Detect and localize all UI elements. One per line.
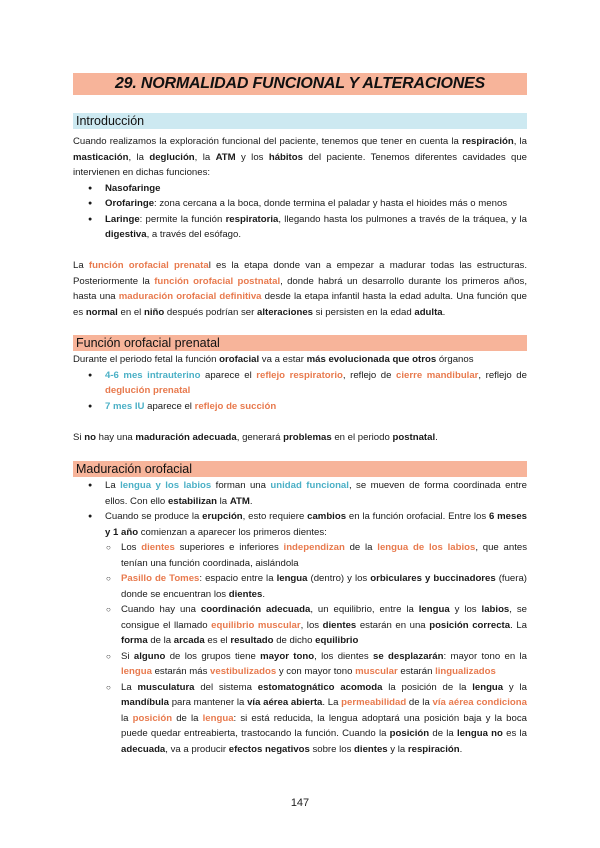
list-item: ● La lengua y los labios forman una unidad funcional, se mueven de forma coordinada entre ellos. Con ello estabilizan la ATM. <box>73 478 527 509</box>
intro-paragraph-2: La función orofacial prenatal es la etapa donde van a empezar a madurar todas las estructuras. Posteriormente la función orofacial postnatal, donde habrá un desarrollo durante los primeros años, hasta una maduración orofacial definitiva desde la etapa infantil hasta la edad adulta. Una función que es normal en el niño después podrían ser alteraciones si persisten en la edad adulta. <box>73 260 528 318</box>
cavidades-list <box>73 181 527 243</box>
chapter-title-bar <box>73 73 527 95</box>
prenatal-paragraph: Durante el periodo fetal la función orofacial va a estar más evolucionada que otros órganos <box>73 354 474 365</box>
list-item: ● Laringe: permite la función respiratoria, llegando hasta los pulmones a través de la tráquea, y la digestiva, a través del esófago. <box>73 212 527 243</box>
intro-block <box>73 134 527 243</box>
section-heading-introduccion <box>73 113 527 129</box>
maduracion-block <box>73 478 527 757</box>
list-item: ● Orofaringe: zona cercana a la boca, donde termina el paladar y hasta el hioides más o menos <box>73 196 527 212</box>
sublist-item: ○ Los dientes superiores e inferiores independizan de la lengua de los labios, que antes tenían una función coordinada, aislándola <box>73 540 527 571</box>
list-item: ● 7 mes IU aparece el reflejo de succión <box>73 399 527 415</box>
prenatal-block <box>73 352 527 414</box>
list-item: ● 4-6 mes intrauterino aparece el reflejo respiratorio, reflejo de cierre mandibular, reflejo de deglución prenatal <box>73 368 527 399</box>
intro-paragraph: Cuando realizamos la exploración funcional del paciente, tenemos que tener en cuenta la respiración, la masticación, la deglución, la ATM y los hábitos del paciente. Tenemos diferentes cavidades que intervienen en dichas funciones: <box>73 136 528 178</box>
list-item: ● Cuando se produce la erupción, esto requiere cambios en la función orofacial. Entre los 6 meses y 1 año comienzan a aparecer los primeros dientes: ○ Los dientes superiores e inferiores independizan de la lengua de los labios, que antes tenían una función coordinada, aislándola ○ Pasillo de Tomes: espacio entre la lengua (dentro) y los orbiculares y buccinadores (fuera) donde se encuentran los dientes. ○ Cuando hay una coordinación adecuada, un equilibrio, entre la lengua y los labios, se consigue el llamado equilibrio muscular, los dientes estarán en una posición correcta. La forma de la arcada es el resultado de dicho equilibrio ○ Si alguno de los grupos tiene mayor tono, los dientes se desplazarán: mayor tono en la lengua estarán más vestibulizados y con mayor tono muscular estarán lingualizados ○ La musculatura del sistema estomatognático acomoda la posición de la lengua y la mandíbula para mantener la vía aérea abierta. La permeabilidad de la vía aérea condiciona la posición de la lengua: si está reducida, la lengua adoptará una posición baja y la boca puede quedar entreabierta, trastocando la función. Cuando la posición de la lengua no es la adecuada, va a producir efectos negativos sobre los dientes y la respiración. <box>73 509 527 757</box>
section-heading-text: Función orofacial prenatal <box>76 336 220 350</box>
section-heading-prenatal <box>73 335 527 351</box>
list-item: ● Nasofaringe <box>73 181 527 197</box>
section-heading-maduracion <box>73 461 527 477</box>
page-number: 147 <box>290 797 310 809</box>
dientes-sublist <box>73 540 527 757</box>
sublist-item: ○ Cuando hay una coordinación adecuada, un equilibrio, entre la lengua y los labios, se consigue el llamado equilibrio muscular, los dientes estarán en una posición correcta. La forma de la arcada es el resultado de dicho equilibrio <box>73 602 527 649</box>
reflejos-list <box>73 368 527 415</box>
maduracion-list <box>73 478 527 757</box>
sublist-item: ○ Pasillo de Tomes: espacio entre la lengua (dentro) y los orbiculares y buccinadores (fuera) donde se encuentran los dientes. <box>73 571 527 602</box>
prenatal-paragraph-2: Si no hay una maduración adecuada, generará problemas en el periodo postnatal. <box>73 432 438 443</box>
sublist-item: ○ La musculatura del sistema estomatognático acomoda la posición de la lengua y la mandíbula para mantener la vía aérea abierta. La permeabilidad de la vía aérea condiciona la posición de la lengua: si está reducida, la lengua adoptará una posición baja y la boca puede quedar entreabierta, trastocando la función. Cuando la posición de la lengua no es la adecuada, va a producir efectos negativos sobre los dientes y la respiración. <box>73 680 527 758</box>
sublist-item: ○ Si alguno de los grupos tiene mayor tono, los dientes se desplazarán: mayor tono en la lengua estarán más vestibulizados y con mayor tono muscular estarán lingualizados <box>73 649 527 680</box>
chapter-title: 29. NORMALIDAD FUNCIONAL Y ALTERACIONES <box>114 75 485 92</box>
section-heading-text: Introducción <box>76 114 145 128</box>
section-heading-text: Maduración orofacial <box>76 462 193 476</box>
